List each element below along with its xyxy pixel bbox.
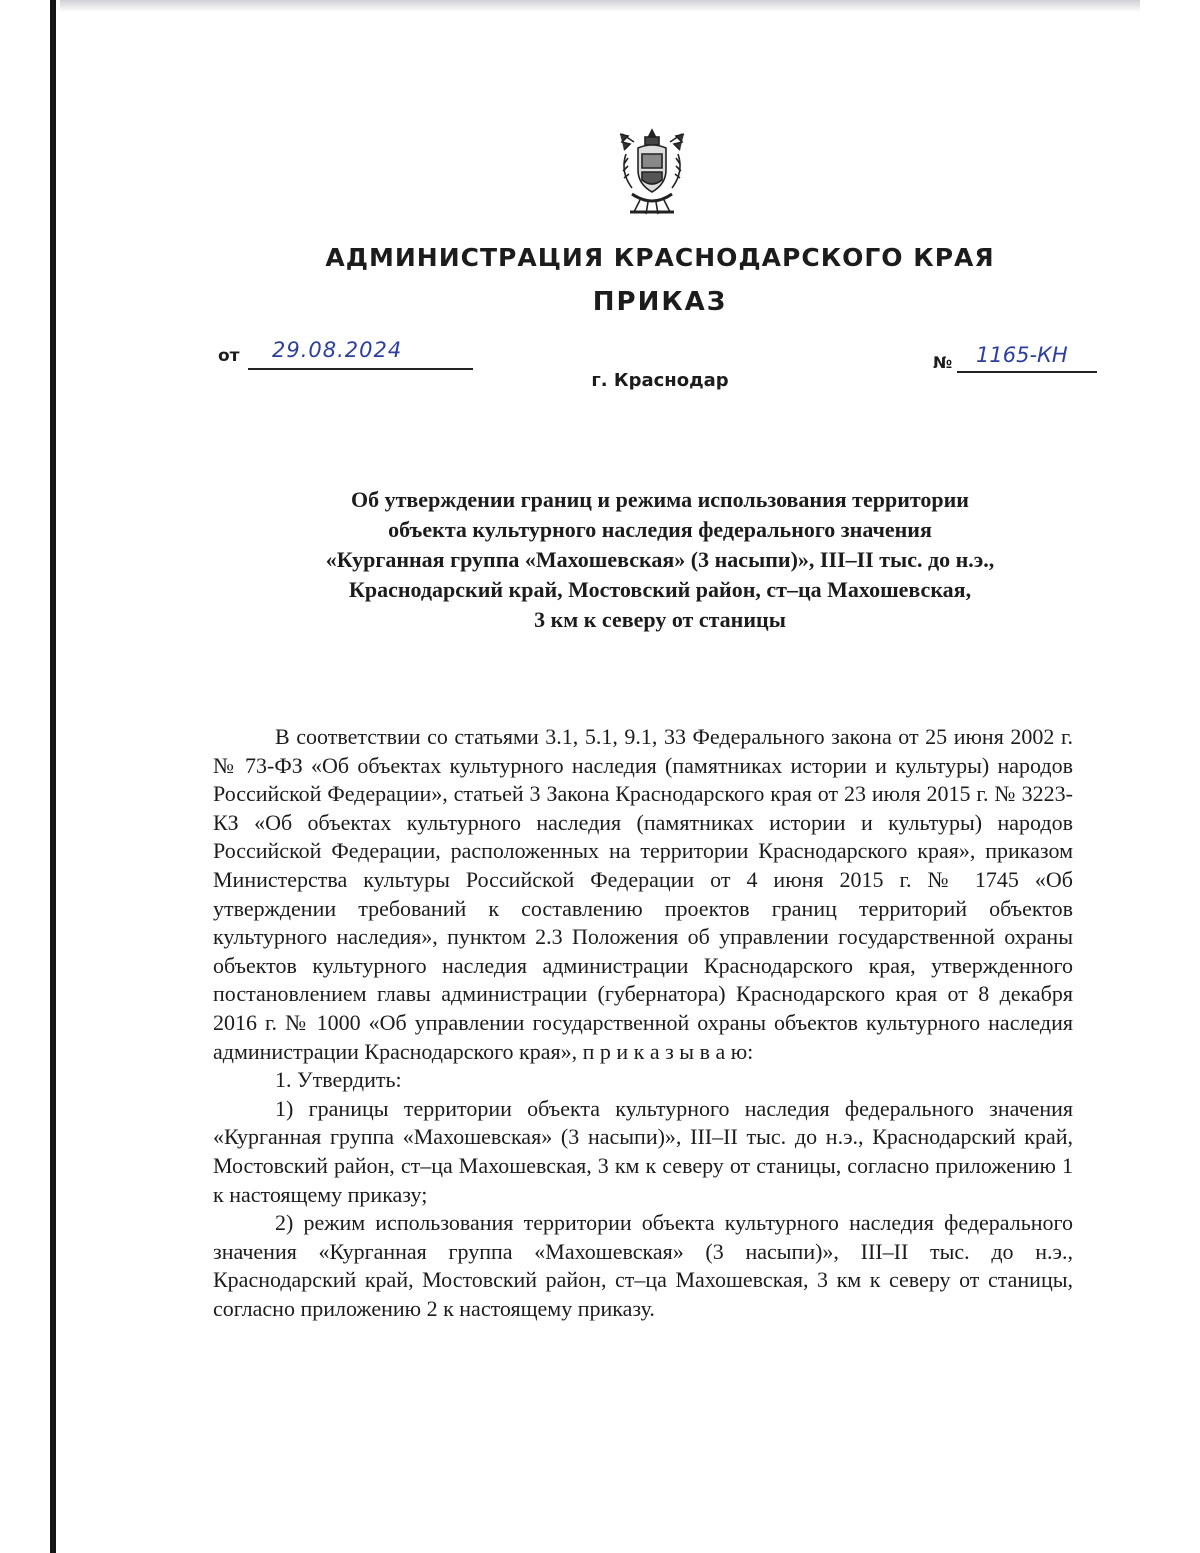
coat-of-arms-icon [612,128,692,218]
subject-line: Краснодарский край, Мостовский район, ст–ца Махошевская, [348,577,972,602]
subject-line: 3 км к северу от станицы [534,607,786,632]
item-boundaries: 1) границы территории объекта культурного наследия федерального значения «Курганная группа «Махошевская» (3 насыпи)», III–II тыс. до н.э., Краснодарский край, Мостовский район, ст–ца Махошевская, 3 км к северу от станицы, согласно приложению 1 к настоящему приказу; [213,1095,1073,1207]
scan-border [50,0,56,1553]
item-usage-regime: 2) режим использования территории объекта культурного наследия федерального значения «Курганная группа «Махошевская» (3 насыпи)», III–II тыс. до н.э., Краснодарский край, Мостовский район, ст–ца Махошевская, 3 км к северу от станицы, согласно приложению 2 к настоящему приказу. [213,1210,1073,1321]
date-underline [248,368,473,370]
number-handwritten: 1165-КН [976,343,1068,367]
scan-top-artifact [60,0,1140,12]
order-body [213,723,1073,1323]
date-label: от [218,346,240,366]
preamble-paragraph: В соответствии со статьями 3.1, 5.1, 9.1, 33 Федерального закона от 25 июня 2002 г. № 73-ФЗ «Об объектах культурного наследия (памятниках истории и культуры) народов Российской Федерации», статьей 3 Закона Краснодарского края от 23 июля 2015 г. № 3223-КЗ «Об объектах культурного наследия (памятниках истории и культуры) народов Российской Федерации, расположенных на территории Краснодарского края», приказом Министерства культуры Российской Федерации от 4 июня 2015 г. № 1745 «Об утверждении требований к составлению проектов границ территорий объектов культурного наследия», пунктом 2.3 Положения об управлении государственной охраны объектов культурного наследия администрации Краснодарского края, утвержденного постановлением главы администрации (губернатора) Краснодарского края от 8 декабря 2016 г. № 1000 «Об управлении государственной охраны объектов культурного наследия администрации Краснодарского края», п р и к а з ы в а ю: [213,724,1073,1064]
city-label: г. Краснодар [591,370,729,391]
document-type: ПРИКАЗ [592,287,728,317]
subject-line: «Курганная группа «Махошевская» (3 насыпи)», III–II тыс. до н.э., [325,547,995,572]
subject-line: Об утверждении границ и режима использования территории [351,487,969,512]
order-subject [200,485,1120,635]
date-handwritten: 29.08.2024 [272,338,403,362]
number-label: № [933,353,953,372]
subject-line: объекта культурного наследия федерального значения [388,517,932,542]
number-underline [957,371,1097,373]
organization-title: АДМИНИСТРАЦИЯ КРАСНОДАРСКОГО КРАЯ [325,243,995,272]
item-approve: 1. Утвердить: [275,1067,402,1093]
